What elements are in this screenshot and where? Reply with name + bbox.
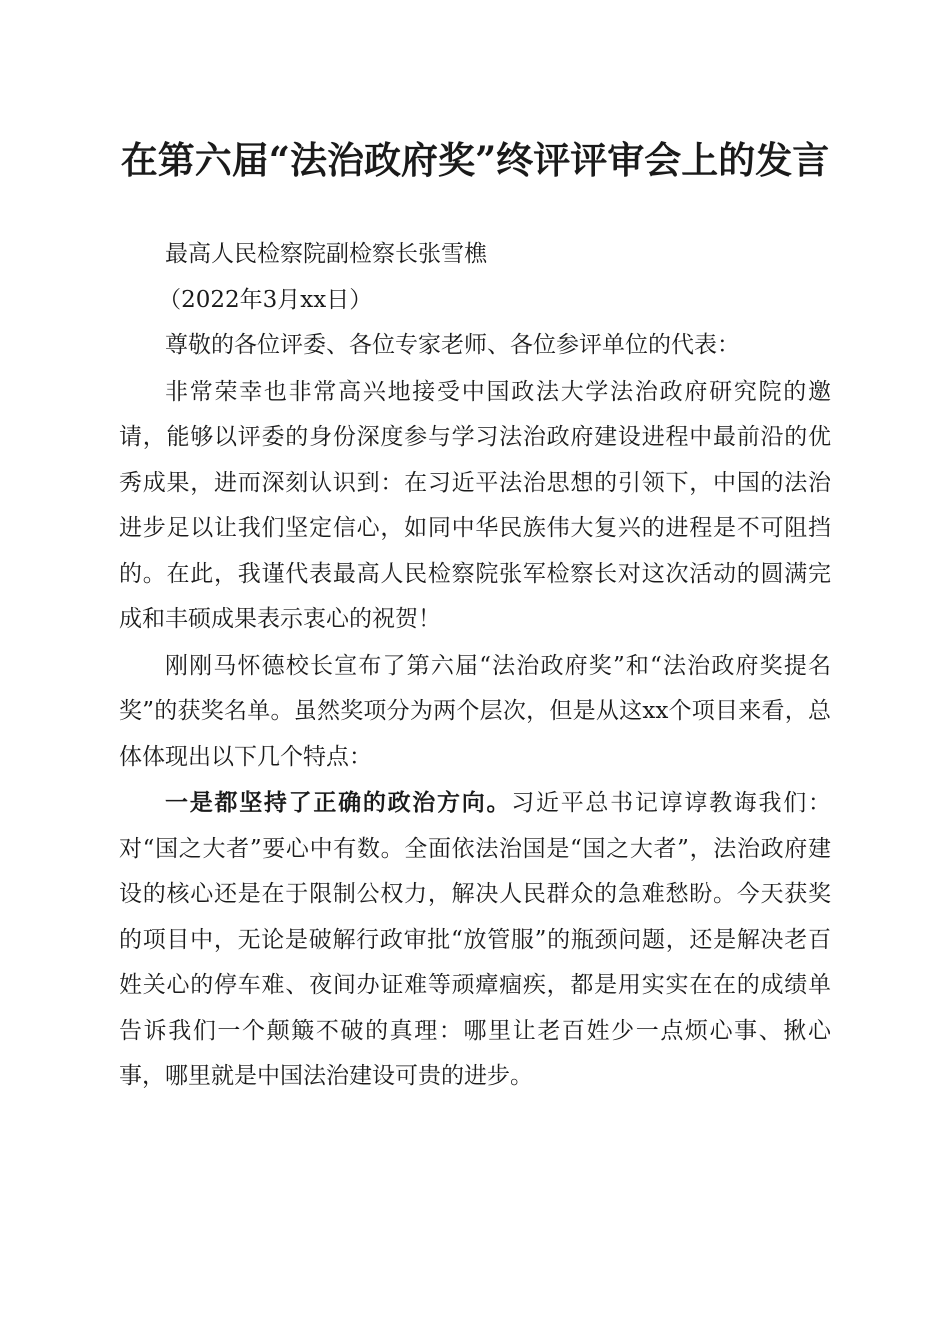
paragraph-2	[119, 643, 831, 781]
paragraph-1	[119, 369, 831, 643]
date-line: （2022年3月xx日）	[158, 286, 373, 313]
paragraph-3-text: 习近平总书记谆谆教诲我们：对“国之大者”要心中有数。全面依法治国是“国之大者”，法治政府建设的核心还是在于限制公权力，解决人民群众的急难愁盼。今天获奖的项目中，无论是破解行政审批“放管服”的瓶颈问题，还是解决老百姓关心的停车难、夜间办证难等顽瘴痼疾，都是用实实在在的成绩单告诉我们一个颠簸不破的真理：哪里让老百姓少一点烦心事、揪心事，哪里就是中国法治建设可贵的进步。	[119, 790, 832, 1089]
salutation: 尊敬的各位评委、各位专家老师、各位参评单位的代表：	[165, 332, 740, 358]
paragraph-2-text: 刚刚马怀德校长宣布了第六届“法治政府奖”和“法治政府奖提名奖”的获奖名单。虽然奖项分为两个层次，但是从这xx个项目来看，总体体现出以下几个特点：	[119, 652, 831, 770]
author-line: 最高人民检察院副检察长张雪樵	[165, 241, 487, 267]
document-body	[119, 232, 831, 1100]
paragraph-3-lead: 一是都坚持了正确的政治方向。	[165, 789, 512, 816]
document-title: 在第六届“法治政府奖”终评评审会上的发言	[120, 138, 830, 182]
paragraph-1-text: 非常荣幸也非常高兴地接受中国政法大学法治政府研究院的邀请，能够以评委的身份深度参与学习法治政府建设进程中最前沿的优秀成果，进而深刻认识到：在习近平法治思想的引领下，中国的法治进步足以让我们坚定信心，如同中华民族伟大复兴的进程是不可阻挡的。在此，我谨代表最高人民检察院张军检察长对这次活动的圆满完成和丰硕成果表示衷心的祝贺！	[119, 378, 831, 632]
paragraph-3	[119, 780, 831, 1100]
